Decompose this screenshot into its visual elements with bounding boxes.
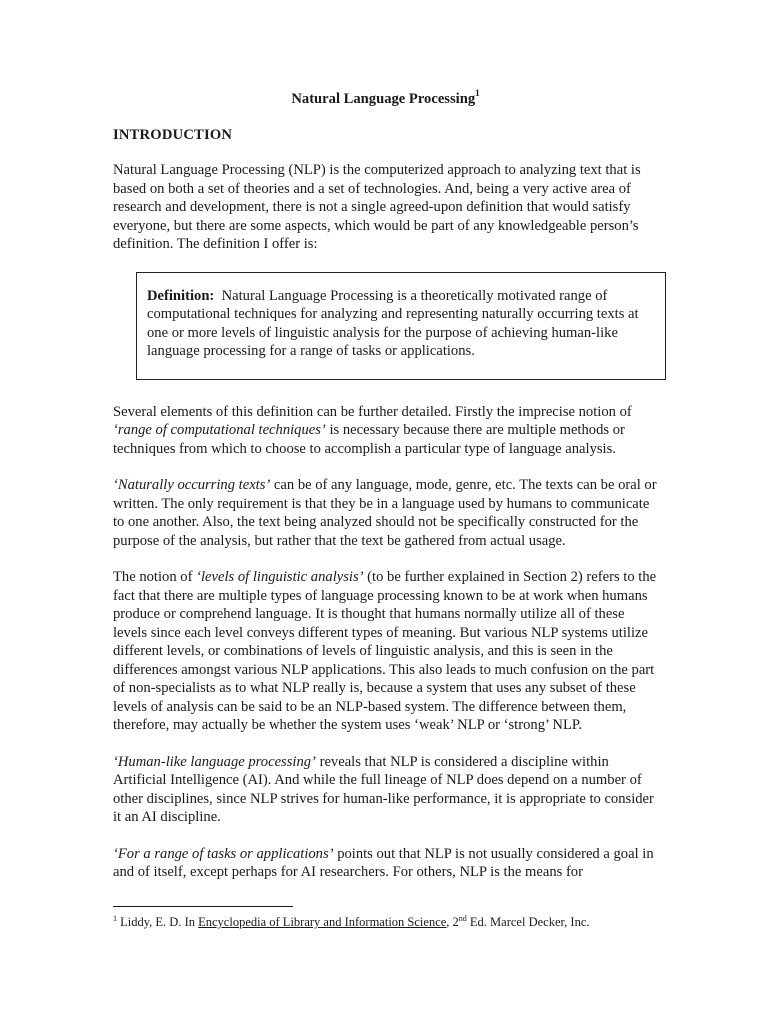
- paragraph-naturally-occurring-texts: [113, 476, 658, 550]
- paragraph-computational-techniques: [113, 403, 658, 459]
- footnote-edition-suffix: nd: [458, 914, 467, 923]
- para2-rest: can be of any language, mode, genre, etc. The texts can be oral or written. The only requirement is that they be in a language used by humans to communicate to one another. Also, the text being analyzed should not be specifically constructed for the purpose of the analysis, but rather that the text be gathered from actual usage.: [113, 477, 657, 549]
- footnote-edition-number: 2: [452, 915, 459, 929]
- footnote-lead: Liddy, E. D. In: [120, 915, 195, 929]
- para5-rest: points out that NLP is not usually considered a goal in and of itself, except perhaps for AI researchers. For others, NLP is the means for: [113, 845, 654, 880]
- footnote-divider: [113, 906, 293, 907]
- para5-emphasis: ‘For a range of tasks or applications’: [113, 845, 334, 862]
- para1-emphasis: ‘range of computational techniques’: [113, 422, 326, 438]
- para3-lead: The notion of: [113, 569, 193, 585]
- paragraph-levels-of-analysis: [113, 568, 658, 735]
- para3-emphasis: ‘levels of linguistic analysis’: [196, 569, 364, 585]
- footnote-rest: Ed. Marcel Decker, Inc.: [469, 915, 590, 929]
- footnote: [113, 914, 673, 930]
- intro-paragraph: Natural Language Processing (NLP) is the computerized approach to analyzing text that is based on both a set of theories and a set of technologies. And, being a very active area of research and development, there is not a single agreed-upon definition that would satisfy everyone, but there are some aspects, which would be part of any knowledgeable person’s definition. The definition I offer is:: [113, 162, 641, 252]
- footnote-comma: ,: [446, 915, 450, 929]
- footnote-mark: 1: [113, 914, 117, 923]
- definition-text: Natural Language Processing is a theoretically motivated range of computational techniques for analyzing and representing naturally occurring texts at one or more levels of linguistic analysis for the purpose of achieving human-like language processing for a range of tasks or applications.: [147, 287, 639, 359]
- title-footnote-mark: 1: [475, 88, 480, 98]
- paragraph-range-of-tasks: [113, 845, 658, 882]
- para4-emphasis: ‘Human-like language processing’: [113, 753, 316, 770]
- para1-lead: Several elements of this definition can be further detailed. Firstly the imprecise notion of: [113, 403, 632, 420]
- paragraph-human-like-processing: [113, 753, 658, 827]
- para1-rest: is necessary because there are multiple methods or techniques from which to choose to accomplish a particular type of language analysis.: [113, 422, 625, 457]
- title-text: Natural Language Processing: [291, 91, 476, 107]
- para4-rest: reveals that NLP is considered a discipline within Artificial Intelligence (AI). And while the full lineage of NLP does depend on a number of other disciplines, since NLP strives for human-like performance, it is appropriate to consider it an AI discipline.: [113, 753, 654, 825]
- definition-label: Definition:: [147, 287, 215, 304]
- section-heading: INTRODUCTION: [113, 126, 233, 143]
- para3-rest: (to be further explained in Section 2) refers to the fact that there are multiple types of language processing known to be at work when humans produce or comprehend language. It is thought that humans normally utilize all of these levels since each level conveys different types of meaning. But various NLP systems utilize different levels, or combinations of levels of linguistic analysis, and this is seen in the differences amongst various NLP applications. This also leads to much confusion on the part of non-specialists as to what NLP really is, because a system that uses any subset of these levels of analysis can be said to be an NLP-based system. The difference between them, therefore, may actually be whether the system uses ‘weak’ NLP or ‘strong’ NLP.: [113, 569, 657, 733]
- document-title: [113, 90, 658, 109]
- footnote-work-title: Encyclopedia of Library and Information Science: [198, 915, 447, 929]
- document-body: [113, 90, 658, 900]
- definition-box: [136, 272, 666, 380]
- para2-emphasis: ‘Naturally occurring texts’: [113, 477, 271, 493]
